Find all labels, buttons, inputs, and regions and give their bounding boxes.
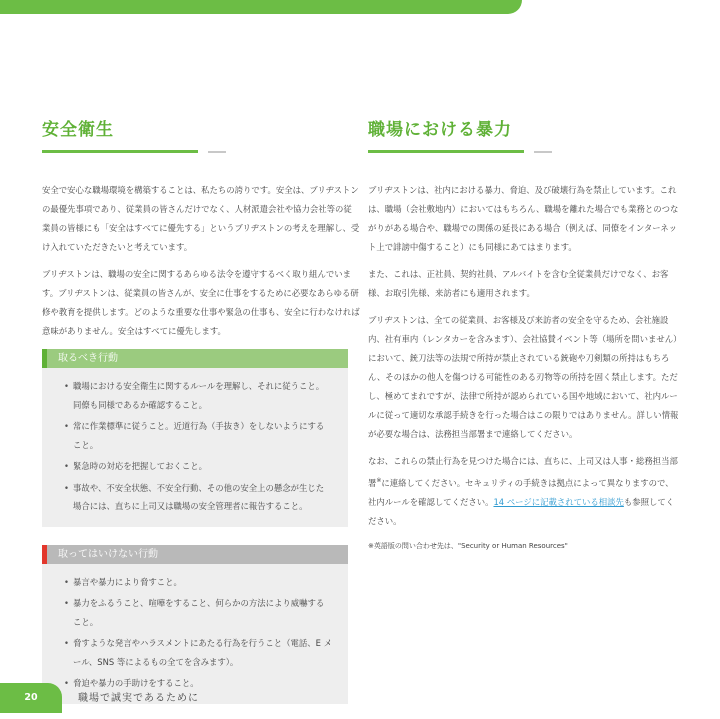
dont-actions-heading [42,545,348,564]
list-item: • 暴力をふるうこと、喧嘩をすること、何らかの方法により威嚇すること。 [64,594,332,631]
english-contact-note: ※英語版の問い合わせ先は、"Security or Human Resources" [368,541,568,550]
green-marker [42,349,47,368]
do-actions-box [42,349,348,527]
violence-paragraph-3: ブリヂストンは、全ての従業員、お客様及び来訪者の安全を守るため、会社施設内、社有車内（レンタカーを含みます）、会社協賛イベント等（場所を問いません）において、銃刀法等の法規で所持が禁止されている銃砲や刀剣類の所持はもちろん、そのほかの他人を傷つける可能性のある刃物等の所持を固く禁止します。ただし、極めてまれですが、法律で所持が認められている国や地域において、社内ルールに従って適切な承認手続きを行った場合はこの限りではありません。詳しい情報が必要な場合は、法務担当部署まで連絡してください。 [368,315,679,439]
safety-paragraph-1: 安全で安心な職場環境を構築することは、私たちの誇りです。安全は、ブリヂストンの最優先事項であり、従業員の皆さんだけでなく、人材派遣会社や協力会社等の従業員の皆様にも「安全はすべてに優先する」というブリヂストンの考えを理解し、受け入れていただきたいと考えています。 [42,185,360,252]
footer-title: 職場で誠実であるために [78,693,199,704]
list-item: • 職場における安全衛生に関するルールを理解し、それに従うこと。同僚も同様であるか確認すること。 [64,377,332,414]
dont-actions-list [42,564,348,693]
footnote-mark: ※ [376,477,382,484]
para4-text-a: なお、これらの禁止行為を見つけた場合には、直ちに、上司又は人事・総務担当部署 [368,456,678,488]
violence-paragraph-2: また、これは、正社員、契約社員、アルバイトを含む全従業員だけでなく、お客様、お取引先様、来訪者にも適用されます。 [368,269,669,298]
dont-actions-box [42,545,348,704]
list-item: • 事故や、不安全状態、不安全行動、その他の安全上の懸念が生じた場合には、直ちに上司又は職場の安全管理者に報告すること。 [64,479,332,516]
violence-section [368,118,680,553]
title-rule [42,150,360,153]
page-footer [0,683,720,719]
safety-paragraph-2: ブリヂストンは、職場の安全に関するあらゆる法令を遵守するべく取り組んでいます。ブリヂストンは、従業員の皆さんが、安全に仕事をするために必要なあらゆる研修や教育を提供します。どのような重要な仕事や緊急の仕事も、安全に行わなければ意味がありません。安全はすべてに優先します。 [42,269,360,336]
do-actions-heading-text: 取るべき行動 [58,353,118,364]
consultation-page-link[interactable]: 14 ページに記載されている相談先 [493,496,624,507]
top-accent-bar [0,0,522,14]
para4-text-b: に連絡してください。セキュリティの手続きは拠点によって異なりますので、社内ルールを確認してください。 [368,477,674,507]
list-item: • 暴言や暴力により脅すこと。 [64,573,332,592]
list-item: • 常に作業標準に従うこと。近道行為（手抜き）をしないようにすること。 [64,417,332,454]
do-actions-heading [42,349,348,368]
section-title-violence: 職場における暴力 [368,120,512,140]
violence-paragraph-4 [368,452,680,531]
violence-paragraph-1: ブリヂストンは、社内における暴力、脅迫、及び破壊行為を禁止しています。これは、職場（会社敷地内）においてはもちろん、職場を離れた場合でも業務とのつながりがある場合や、職場での関係の延長にある場合（例えば、同僚をインターネット上で誹謗中傷すること）にも同様にあてはまります。 [368,185,679,252]
list-item: • 緊急時の対応を把握しておくこと。 [64,457,332,476]
safety-section [42,118,360,704]
list-item: • 脅すような発言やハラスメントにあたる行為を行うこと（電話、E メール、SNS 等によるもの全てを含みます）。 [64,634,332,671]
para4-text-c: も参照してください。 [368,496,675,526]
section-title-safety: 安全衛生 [42,120,114,140]
do-actions-list [42,368,348,516]
dont-actions-heading-text: 取ってはいけない行動 [58,548,158,560]
list-item: • 脅迫や暴力の手助けをすること。 [64,674,332,693]
red-marker [42,545,47,564]
page-number: 20 [0,683,62,713]
title-rule [368,150,680,153]
